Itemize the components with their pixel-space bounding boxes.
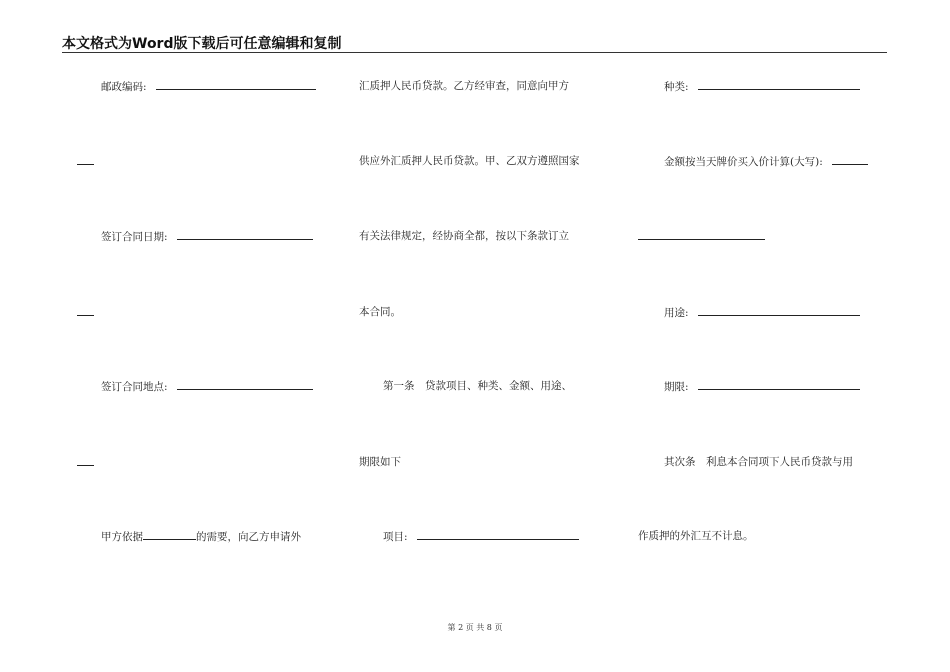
sign-date-overflow-blank bbox=[77, 305, 94, 316]
sign-place-overflow bbox=[77, 455, 94, 470]
amount-blank bbox=[832, 154, 868, 165]
header-divider bbox=[62, 52, 887, 53]
term-label: 期限: bbox=[664, 381, 689, 393]
body-line-2: 供应外汇质押人民币贷款。甲、乙双方遵照国家 bbox=[359, 155, 580, 167]
article-2-heading: 其次条 利息本合同项下人民币贷款与用 bbox=[664, 456, 853, 468]
purpose-blank bbox=[698, 305, 860, 316]
body-line-4: 本合同。 bbox=[359, 306, 401, 318]
document-header-title: 本文格式为Word版下载后可任意编辑和复制 bbox=[62, 36, 342, 52]
type-label: 种类: bbox=[664, 81, 689, 93]
party-a-prefix: 甲方依据 bbox=[101, 531, 143, 543]
amount-overflow bbox=[638, 229, 765, 244]
sign-place-line bbox=[101, 379, 313, 394]
sign-date-line bbox=[101, 229, 313, 244]
party-a-blank bbox=[143, 529, 196, 540]
body-line-1: 汇质押人民币贷款。乙方经审查，同意向甲方 bbox=[359, 80, 569, 92]
sign-place-blank bbox=[177, 379, 313, 390]
party-a-line bbox=[101, 529, 301, 544]
body-line-3: 有关法律规定，经协商全都，按以下条款订立 bbox=[359, 230, 569, 242]
amount-overflow-blank bbox=[638, 229, 765, 240]
project-blank bbox=[417, 529, 579, 540]
type-blank bbox=[698, 79, 860, 90]
project-label: 项目: bbox=[383, 531, 408, 543]
article-1-heading: 第一条 贷款项目、种类、金额、用途、 bbox=[383, 380, 572, 392]
postal-code-label: 邮政编码: bbox=[101, 81, 147, 93]
sign-place-overflow-blank bbox=[77, 455, 94, 466]
page-number: 第 2 页 共 8 页 bbox=[447, 623, 503, 632]
postal-code-blank bbox=[156, 79, 316, 90]
postal-code-line bbox=[101, 79, 316, 94]
article-1-heading-cont: 期限如下 bbox=[359, 456, 401, 468]
amount-line bbox=[664, 154, 868, 169]
amount-label: 金额按当天牌价买入价计算(大写): bbox=[664, 156, 823, 168]
sign-place-label: 签订合同地点: bbox=[101, 381, 168, 393]
term-blank bbox=[698, 379, 860, 390]
postal-code-overflow-blank bbox=[77, 154, 94, 165]
sign-date-label: 签订合同日期: bbox=[101, 231, 168, 243]
party-a-suffix: 的需要，向乙方申请外 bbox=[196, 531, 301, 543]
sign-date-blank bbox=[177, 229, 313, 240]
article-2-cont: 作质押的外汇互不计息。 bbox=[638, 530, 754, 542]
term-line bbox=[664, 379, 860, 394]
postal-code-overflow bbox=[77, 154, 94, 169]
project-line bbox=[383, 529, 579, 544]
purpose-line bbox=[664, 305, 860, 320]
purpose-label: 用途: bbox=[664, 307, 689, 319]
sign-date-overflow bbox=[77, 305, 94, 320]
type-line bbox=[664, 79, 860, 94]
